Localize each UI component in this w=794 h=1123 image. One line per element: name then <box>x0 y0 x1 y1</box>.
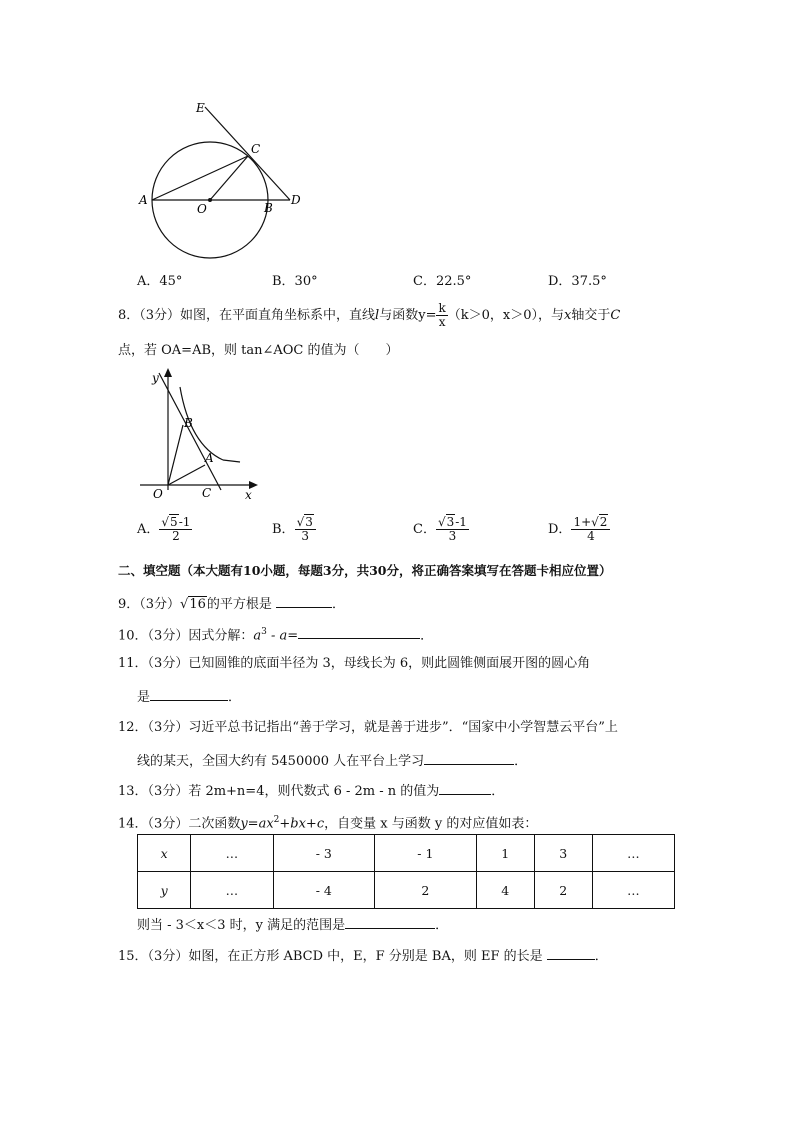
q15: 15．（3分）如图，在正方形 ABCD 中，E，F 分别是 BA，则 EF 的长是 ． <box>118 945 608 966</box>
q8-option-a: A． $\frac{√5-1}{2}$ <box>137 515 191 543</box>
coordinate-figure <box>135 365 265 505</box>
label-O2: O <box>153 487 163 501</box>
label-y: y <box>152 371 159 385</box>
q12-line1: 12．（3分）习近平总书记指出“善于学习，就是善于进步”．“国家中小学智慧云平台”上 <box>118 720 618 735</box>
q8-option-c: C． $\frac{√3-1}{3}$ <box>413 515 467 543</box>
label-D: D <box>291 193 301 207</box>
label-B: B <box>264 201 273 215</box>
table-row: x … - 3 - 1 1 3 … <box>138 835 675 872</box>
q9: 9．（3分）√16的平方根是 ． <box>118 593 345 614</box>
q8-option-b: B． $\frac{√3}{3}$ <box>272 516 316 543</box>
q8-option-d: D． $\frac{1+√2}{4}$ <box>548 516 610 543</box>
q7-option-c: C．22.5° <box>413 274 472 289</box>
q11-line1: 11．（3分）已知圆锥的底面半径为 3，母线长为 6，则此圆锥侧面展开图的圆心角 <box>118 656 591 671</box>
label-x: x <box>245 488 252 502</box>
q12-line2: 线的某天，全国大约有 5450000 人在平台上学习 ． <box>137 750 527 771</box>
label-C: C <box>251 142 261 156</box>
k-over-x: $\frac{k}{x}$ <box>438 301 446 329</box>
q11-line2: 是 ． <box>137 686 241 707</box>
section-2-heading: 二、填空题（本大题有10小题，每题3分，共30分，将正确答案填写在答题卡相应位置） <box>118 563 612 578</box>
q7-option-a: A．45° <box>137 274 183 289</box>
q8-line1: 8．（3分）如图，在平面直角坐标系中，直线l与函数y= $\frac{k}{x}$ （k＞0，x＞0），与x轴交于C <box>118 301 621 329</box>
label-C2: C <box>202 486 212 500</box>
label-E: E <box>196 101 205 115</box>
q8-line2: 点，若 OA=AB，则 tan∠AOC 的值为（ ） <box>118 343 399 358</box>
label-O: O <box>197 202 207 216</box>
q14: 14．（3分）二次函数$y=ax^2+bx+c$，自变量 x 与函数 y 的对应值如表： <box>118 815 538 832</box>
q10: 10．（3分）因式分解：$a^3 - a=$ ． <box>118 623 433 645</box>
q13: 13．（3分）若 2m+n=4，则代数式 6 - 2m - n 的值为 ． <box>118 780 504 801</box>
label-A: A <box>139 193 148 207</box>
q7-option-b: B．30° <box>272 274 318 289</box>
q14-value-table <box>137 834 675 909</box>
label-A2: A <box>205 451 214 465</box>
q14-after: 则当 - 3＜x＜3 时，y 满足的范围是 ． <box>137 914 448 935</box>
q7-option-d: D．37.5° <box>548 274 607 289</box>
label-B2: B <box>184 416 193 430</box>
table-row: y … - 4 2 4 2 … <box>138 872 675 909</box>
circle-tangent-figure <box>130 95 320 265</box>
